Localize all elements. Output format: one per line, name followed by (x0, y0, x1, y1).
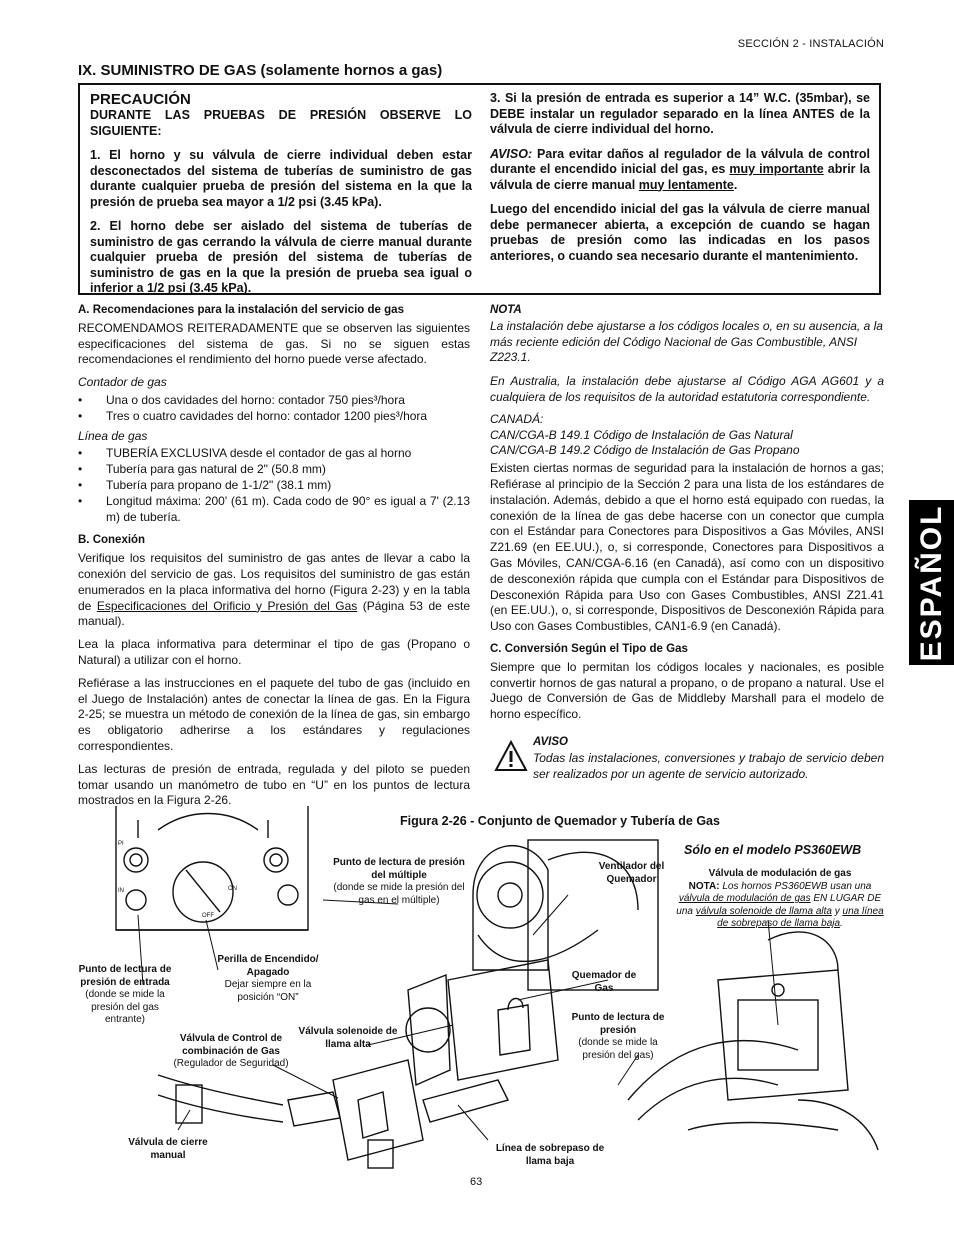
caution-item-1: 1. El horno y su válvula de cierre individual deben estar desconectados del sistema de tuberías de suministro de gas durante cualquier prueba de presión del sistema en la que la presión de prueba sea mayor a 1/2 psi (3.45 kPa). (90, 148, 472, 209)
b-p1-text-a: Verifique los requisitos del suministro de gas antes de llevar a cabo la conexión del servicio de gas. Los requisitos del suministro de gas están enumerados en la placa informativa del horno (Figura 2-23) y en la tabla de (78, 551, 470, 613)
subsection-c-text: Siempre que lo permitan los códigos locales y nacionales, es posible convertir hornos de gas natural a propano, o de propano a natural. Use el Juego de Conversión de Gas de Middleby Marshall para el modelo de horno específico. (490, 659, 884, 722)
figure-title: Figura 2-26 - Conjunto de Quemador y Tubería de Gas (400, 814, 720, 828)
label-combination-valve: Válvula de Control de combinación de Gas (Regulador de Seguridad) (173, 1033, 289, 1069)
aviso-title: AVISO (533, 735, 568, 748)
canada-title: CANADÁ: (490, 411, 544, 426)
language-tab (909, 500, 954, 665)
aviso-text-1: Para evitar daños al regulador de la válvula de control durante el encendido inicial del gas, es (490, 146, 870, 176)
label-pressure-point: Punto de lectura de presión (donde se mide la presión del gas) (571, 1012, 665, 1061)
list-item: • Tres o cuatro cavidades del horno: contador 1200 pies³/hora (78, 409, 470, 425)
label-gas-modulation-valve: Válvula de modulación de gas NOTA: Los hornos PS360EWB usan una válvula de modulación de gas EN LUGAR DE una válvula solenoide de llama alta y una línea de sobrepaso de llama baja. (676, 868, 884, 929)
aviso-emphasis-2: muy lentamente (638, 177, 734, 192)
label-manifold-pressure: Punto de lectura de presión del múltiple (donde se mide la presión del gas en el múltiple) (333, 857, 465, 906)
language-tab-label: ESPAÑOL (914, 504, 948, 661)
valve-mark-pi: PI (118, 841, 124, 847)
standards-text: Existen ciertas normas de seguridad para la instalación de hornos a gas; Refiérase al principio de la Sección 2 para una lista de los estándares de instalación. Además, debido a que el horno está equipado con ruedas, la conexión de la línea de gas debe hacerse con un conector que cumpla con el Estándar para Conectores para Dispositivos a Gas Móviles, ANSI Z21.69 (en EE.UU.), o, si corresponde, Conectores para Dispositivos a Gas Móviles, CAN/CGA-6.16 (en Canadá), así como con un dispositivo de desconexión rápida que cumpla con el Estándar para Dispositivos de Desconexión Rápida para Uso con Gases Combustibles, ANSI Z21.41 (en EE.UU.), o, si corresponde, Dispositivos de Desconexión Rápida para Uso con Gases Combustibles, CAN1-6.9 (en Canadá). (490, 461, 884, 634)
aviso-block (490, 735, 884, 782)
burner-assembly-illustration (78, 800, 888, 1180)
label-inlet-pressure: Punto de lectura de presión de entrada (donde se mide la presión del gas entrante) (78, 964, 172, 1025)
nota-text: La instalación debe ajustarse a los códigos locales o, en su ausencia, a la más reciente edición del Código Nacional de Gas Combustible, ANSI Z223.1. (490, 318, 883, 365)
valve-mark-off: OFF (202, 913, 214, 919)
list-item: • Una o dos cavidades del horno: contador 750 pies³/hora (78, 393, 470, 409)
page-number: 63 (470, 1176, 483, 1188)
aviso-label: AVISO: (490, 146, 533, 161)
caution-item-3: 3. Si la presión de entrada es superior a 14” W.C. (35mbar), se DEBE instalar un regulador separado en la línea ANTES de la válvula de cierre individual del horno. (490, 91, 870, 136)
warning-icon (494, 740, 528, 772)
label-on-off-knob: Perilla de Encendido/ Apagado Dejar siempre en la posición “ON” (217, 954, 319, 1003)
canada-line-1: CAN/CGA-B 149.1 Código de Instalación de Gas Natural (490, 427, 793, 442)
list-item: • Longitud máxima: 200' (61 m). Cada codo de 90° es igual a 7' (2.13 m) de tubería. (78, 494, 470, 526)
canada-line-2: CAN/CGA-B 149.2 Código de Instalación de Gas Propano (490, 443, 800, 458)
subsection-b-p4: Las lecturas de presión de entrada, regulada y del piloto se pueden tomar usando un manómetro de tubo en “U” en los puntos de lectura mostrados en la Figura 2-26. (78, 761, 470, 808)
caution-left-column (90, 91, 472, 306)
gas-line-title: Línea de gas (78, 428, 148, 443)
label-solenoid-valve: Válvula solenoide de llama alta (298, 1026, 398, 1050)
section-title: IX. SUMINISTRO DE GAS (solamente hornos a gas) (78, 62, 443, 79)
caution-item-2: 2. El horno debe ser aislado del sistema de tuberías de suministro de gas cerrando la válvula de cierre manual durante cualquier prueba de presión del sistema de tuberías de suministro de gas en la que la presión de prueba sea igual o inferior a 1/2 psi (3.45 kPa). (90, 219, 472, 295)
aviso-end: . (733, 177, 738, 192)
aviso-text-2: abrir la válvula de cierre manual (490, 162, 870, 192)
subsection-b-p3: Refiérase a las instrucciones en el paquete del tubo de gas (incluido en el Juego de Instalación) antes de conectar la línea de gas. En la Figura 2-25; se muestra un método de conexión de la línea de gas, sin embargo es obligatorio adherirse a los estándares y regulaciones correspondientes. (78, 675, 470, 753)
section-header: SECCIÓN 2 - INSTALACIÓN (737, 38, 884, 50)
left-column (78, 303, 470, 816)
caution-intro: DURANTE LAS PRUEBAS DE PRESIÓN OBSERVE LO SIGUIENTE: (90, 108, 472, 138)
right-column (490, 303, 884, 784)
gas-line-list (78, 446, 470, 525)
label-gas-burner: Quemador de Gas (571, 970, 637, 994)
label-manual-shutoff: Válvula de cierre manual (128, 1137, 208, 1161)
caution-box (78, 83, 881, 295)
label-low-flame-bypass: Línea de sobrepaso de llama baja (495, 1143, 605, 1167)
list-item: • Tubería para gas natural de 2" (50.8 mm) (78, 462, 470, 478)
subsection-b-title: B. Conexión (78, 534, 146, 547)
list-item: • TUBERÍA EXCLUSIVA desde el contador de gas al horno (78, 446, 470, 462)
caution-title: PRECAUCIÓN (90, 91, 191, 108)
aviso-emphasis-1: muy importante (729, 162, 824, 176)
subsection-a-text: RECOMENDAMOS REITERADAMENTE que se observen las siguientes especificaciones del sistema de gas. Si no se siguen estas recomendaciones el rendimiento del horno puede verse afectado. (78, 320, 470, 367)
caution-item-4: Luego del encendido inicial del gas la válvula de cierre manual debe permanecer abierta, a excepción de cuando se hagan pruebas de presión como las indicadas en los pasos anteriores, o cuando sea necesario durante el mantenimiento. (490, 202, 870, 263)
caution-right-column (490, 91, 870, 273)
aviso-text: Todas las instalaciones, conversiones y trabajo de servicio deben ser realizados por un agente de servicio autorizado. (533, 750, 884, 781)
valve-mark-on: ON (228, 886, 237, 892)
b-p1-text-b: (Página 53 de este manual). (78, 598, 470, 629)
subsection-a-title: A. Recomendaciones para la instalación del servicio de gas (78, 304, 404, 316)
label-burner-blower: Ventilador del Quemador (598, 861, 665, 885)
subsection-b-p1 (78, 551, 470, 630)
nota-title: NOTA (490, 304, 522, 316)
spec-table-link[interactable]: Especificaciones del Orificio y Presión del Gas (96, 598, 358, 613)
australia-note: En Australia, la instalación debe ajustarse al Código AGA AG601 y a cualquiera de los requisitos de la autoridad estatutoria correspondiente. (490, 374, 884, 404)
subsection-c-title: C. Conversión Según el Tipo de Gas (490, 642, 688, 655)
model-note: Sólo en el modelo PS360EWB (684, 843, 862, 857)
gas-meter-title: Contador de gas (78, 375, 167, 390)
subsection-b-p2: Lea la placa informativa para determinar el tipo de gas (Propano o Natural) a utilizar con el horno. (78, 637, 470, 667)
caution-aviso (490, 147, 870, 194)
gas-meter-list (78, 393, 470, 425)
valve-mark-in: IN (118, 888, 124, 894)
list-item: • Tubería para propano de 1-1/2" (38.1 mm) (78, 478, 470, 494)
